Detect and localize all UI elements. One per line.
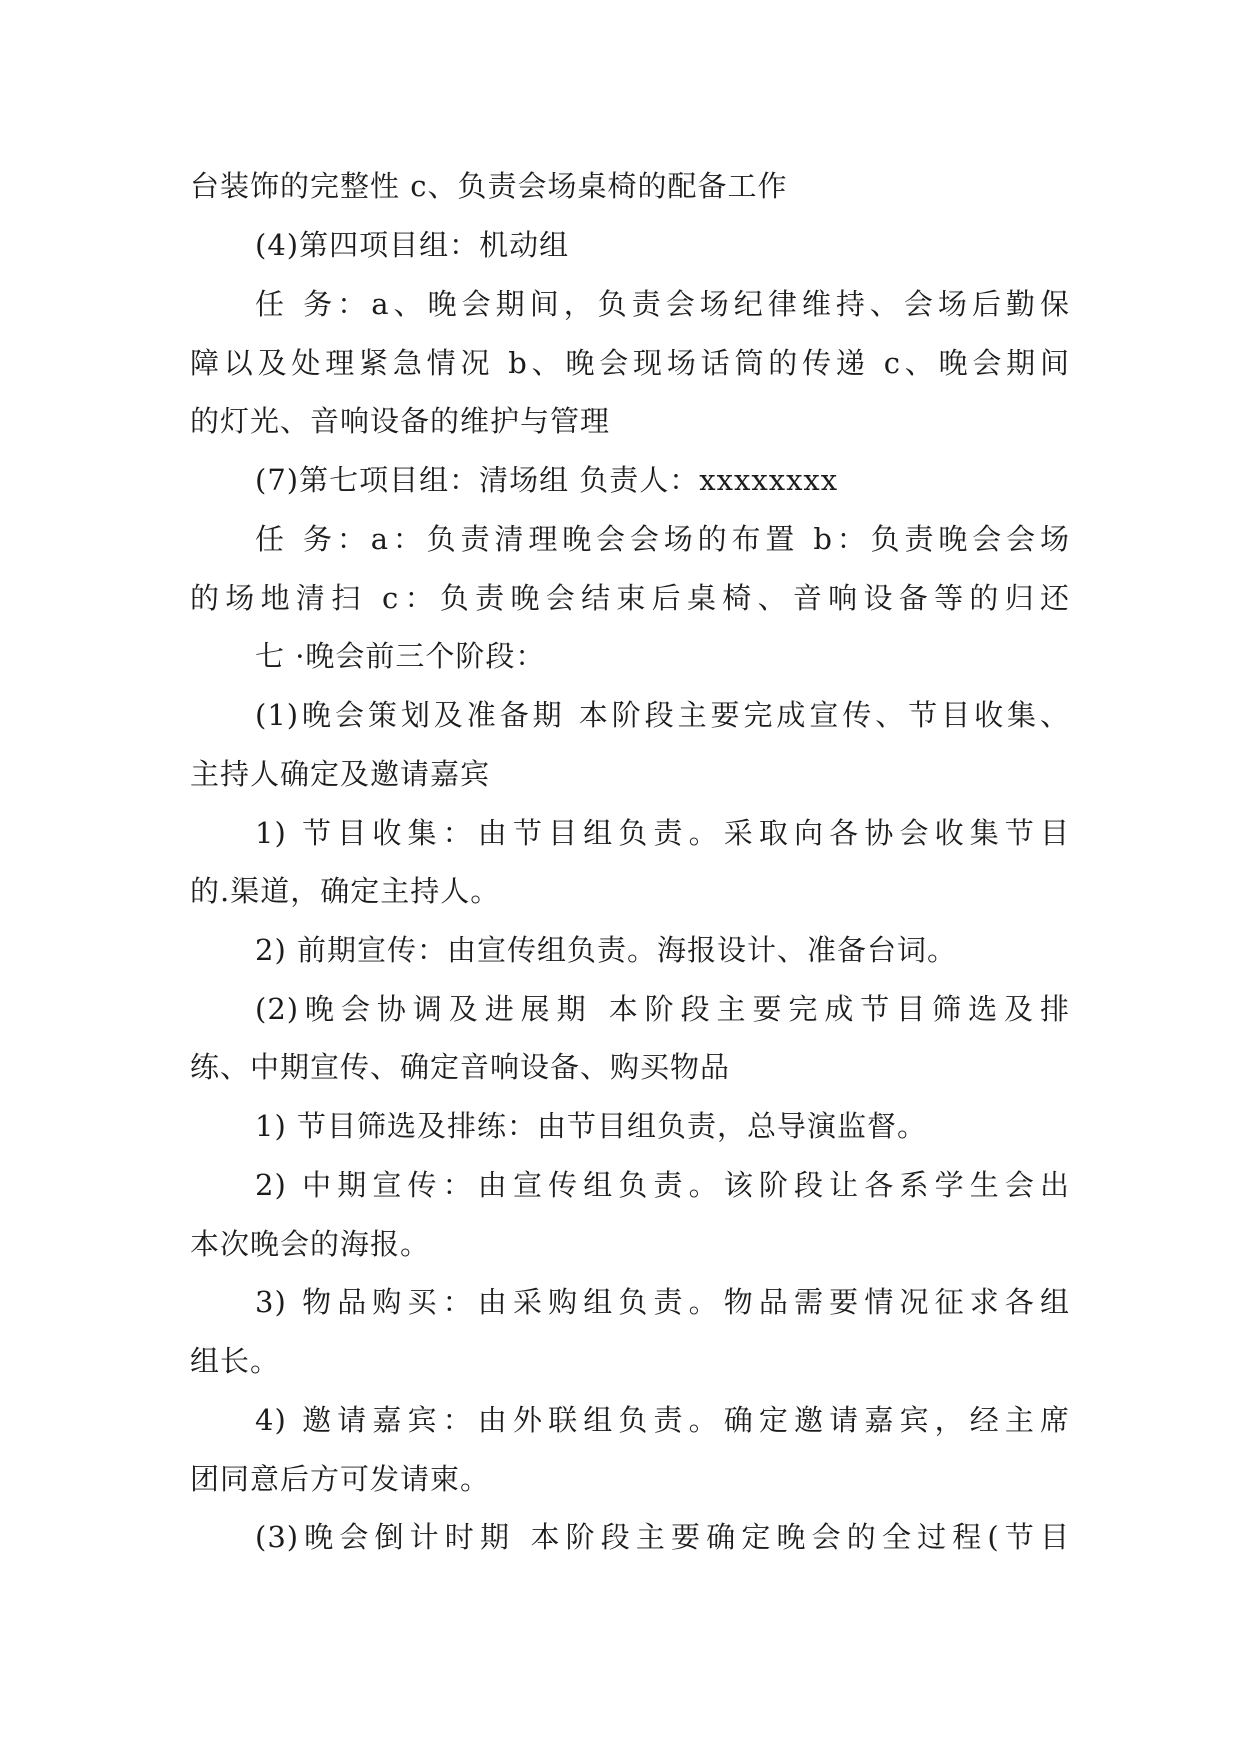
text-line: 的灯光、音响设备的维护与管理 [190,404,611,438]
text-line: 3) 物品购买：由采购组负责。物品需要情况征求各组 [255,1285,1070,1319]
text-line: 团同意后方可发请柬。 [190,1462,491,1496]
text-line: 的.渠道，确定主持人。 [190,874,501,908]
text-line: 的场地清扫 c：负责晚会结束后桌椅、音响设备等的归还 [190,581,1070,615]
text-line: 任 务：a：负责清理晚会会场的布置 b：负责晚会会场 [255,522,1070,556]
text-line: (2)晚会协调及进展期 本阶段主要完成节目筛选及排 [255,992,1070,1026]
text-line: 任 务：a、晚会期间，负责会场纪律维持、会场后勤保 [255,287,1070,321]
text-line: 2) 前期宣传：由宣传组负责。海报设计、准备台词。 [255,933,957,967]
text-line: 主持人确定及邀请嘉宾 [190,757,491,791]
text-line: (3)晚会倒计时期 本阶段主要确定晚会的全过程(节目 [255,1520,1070,1554]
text-line: 本次晚会的海报。 [190,1227,431,1261]
text-line: 障以及处理紧急情况 b、晚会现场话筒的传递 c、晚会期间 [190,346,1070,380]
text-line: (1)晚会策划及准备期 本阶段主要完成宣传、节目收集、 [255,698,1070,732]
text-line: 1) 节目收集：由节目组负责。采取向各协会收集节目 [255,816,1070,850]
text-line: (4)第四项目组：机动组 [255,228,570,262]
section-heading: 七 ·晚会前三个阶段： [255,639,546,673]
text-line: 台装饰的完整性 c、负责会场桌椅的配备工作 [190,169,788,203]
text-line: 2) 中期宣传：由宣传组负责。该阶段让各系学生会出 [255,1168,1070,1202]
text-line: 组长。 [190,1344,281,1378]
text-line: 1) 节目筛选及排练：由节目组负责，总导演监督。 [255,1109,927,1143]
text-line: (7)第七项目组：清场组 负责人：xxxxxxxx [255,463,839,497]
text-line: 练、中期宣传、确定音响设备、购买物品 [190,1050,731,1084]
text-line: 4) 邀请嘉宾：由外联组负责。确定邀请嘉宾，经主席 [255,1403,1070,1437]
